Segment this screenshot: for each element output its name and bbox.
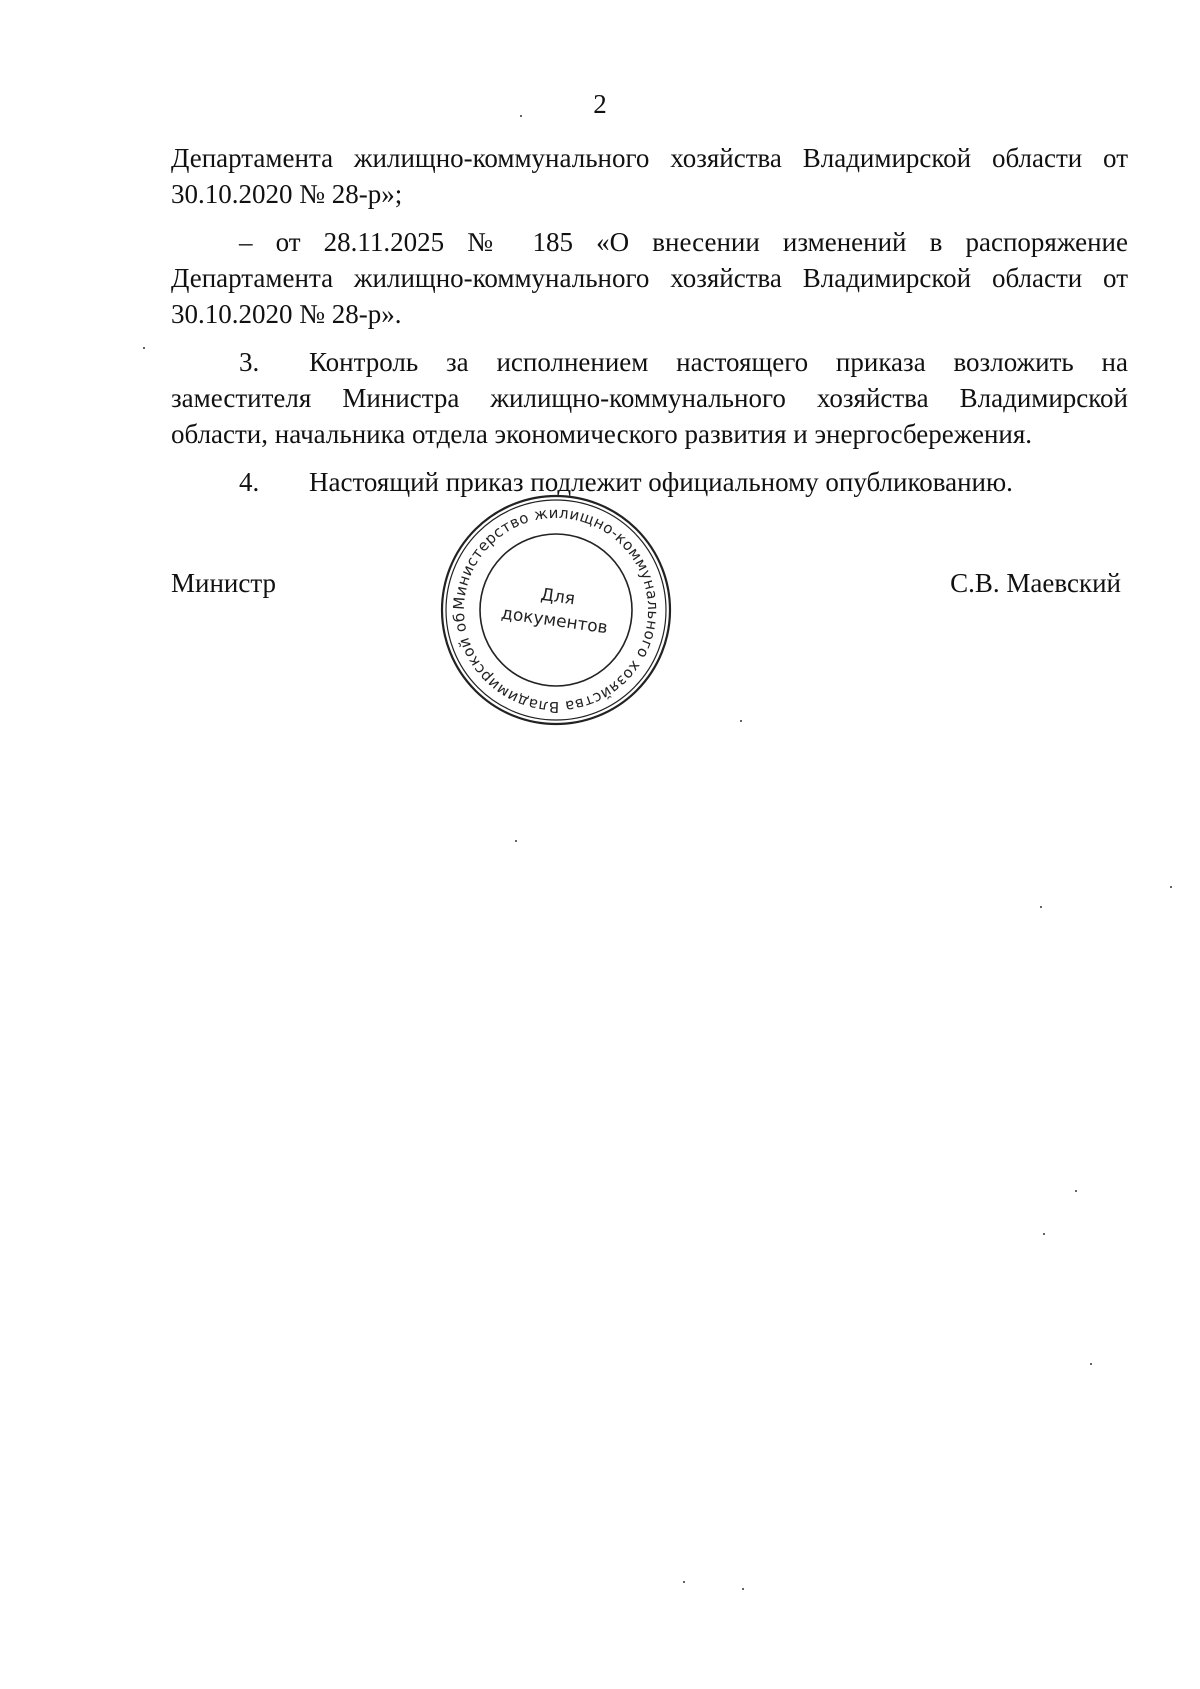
scan-speck [515,840,517,842]
scan-speck [1075,1190,1077,1192]
scan-speck [1043,1233,1045,1235]
paragraph-4-number: 4. [239,467,260,497]
paragraph-3 [171,344,1128,452]
scan-speck [1170,886,1172,888]
scan-speck [683,1581,685,1583]
page-number: 2 [593,89,607,119]
scan-speck [520,115,522,117]
seal-outer-ring [442,496,670,724]
seal-ring-textpath: Министерство жилищно-коммунального хозяйства Владимирской об [449,503,663,717]
paragraph-3-number: 3. [239,347,260,377]
seal-outer-ring-inner [446,500,666,720]
scan-speck [740,720,742,722]
paragraph-3-text: Контроль за исполнением настоящего приказа возложить на заместителя Министра жилищно-коммунального хозяйства Владимирской области, начальника отдела экономического развития и энергосбережения. [171,347,1128,449]
paragraph-4-text: Настоящий приказ подлежит официальному опубликованию. [309,467,1013,497]
seal-center-line1: Для [539,584,577,610]
document-body [171,140,1128,512]
scan-speck [143,347,145,349]
paragraph-continuation: Департамента жилищно-коммунального хозяйства Владимирской области от 30.10.2020 № 28-р»; [171,143,1128,209]
scan-speck [742,1588,744,1590]
scan-speck [1040,906,1042,908]
seal-graphic [436,490,676,730]
signer-name: С.В. Маевский [950,568,1121,598]
scan-speck [1090,1363,1092,1365]
signer-title: Министр [171,568,276,598]
seal-center-line2: документов [499,603,609,639]
paragraph-dash-item: – от 28.11.2025 № 185 «О внесении изменений в распоряжение Департамента жилищно-коммунального хозяйства Владимирской области от 30.10.2020 № 28-р». [171,227,1128,329]
official-seal [436,490,676,730]
